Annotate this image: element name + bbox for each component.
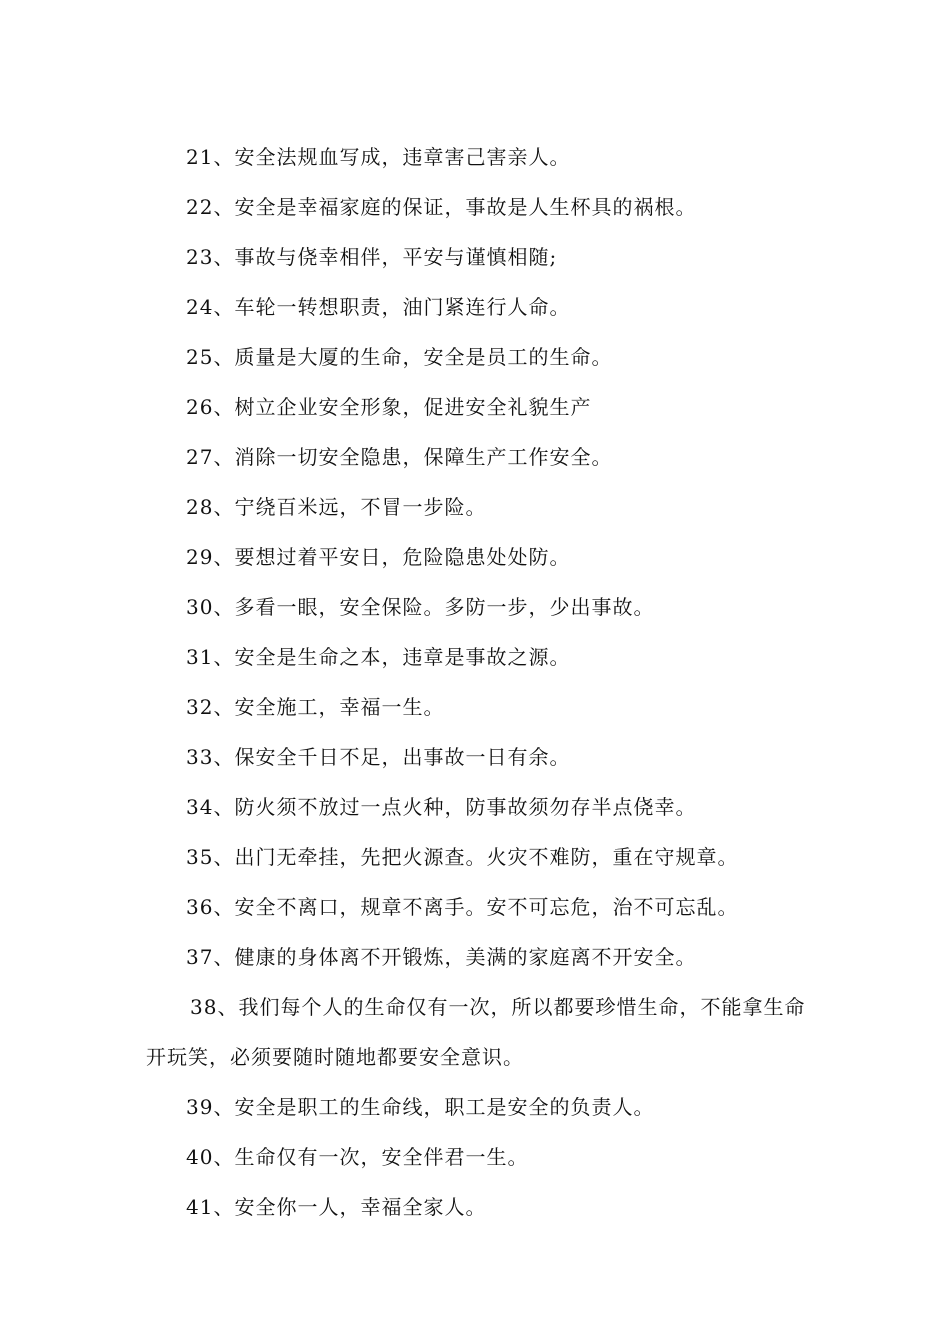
list-item: 27、消除一切安全隐患，保障生产工作安全。: [186, 445, 613, 469]
list-item: 26、树立企业安全形象，促进安全礼貌生产: [186, 395, 592, 419]
list-item: 33、保安全千日不足，出事故一日有余。: [186, 745, 571, 769]
list-item: 35、出门无牵挂，先把火源查。火灾不难防，重在守规章。: [186, 845, 739, 869]
list-item: 23、事故与侥幸相伴，平安与谨慎相随;: [186, 245, 558, 269]
list-item: 22、安全是幸福家庭的保证，事故是人生杯具的祸根。: [186, 195, 697, 219]
list-item: 38、我们每个人的生命仅有一次，所以都要珍惜生命，不能拿生命开玩笑，必须要随时随地都要安全意识。: [146, 995, 806, 1069]
list-item: 34、防火须不放过一点火种，防事故须勿存半点侥幸。: [186, 795, 697, 819]
list-item: 30、多看一眼，安全保险。多防一步，少出事故。: [186, 595, 655, 619]
list-item: 32、安全施工，幸福一生。: [186, 695, 445, 719]
list-item: 39、安全是职工的生命线，职工是安全的负责人。: [186, 1095, 655, 1119]
list-item: 25、质量是大厦的生命，安全是员工的生命。: [186, 345, 613, 369]
list-item: 41、安全你一人，幸福全家人。: [186, 1195, 487, 1219]
list-item: 40、生命仅有一次，安全伴君一生。: [186, 1145, 529, 1169]
list-item: 21、安全法规血写成，违章害己害亲人。: [186, 145, 571, 169]
slogan-list: [146, 132, 826, 1232]
list-item: 37、健康的身体离不开锻炼，美满的家庭离不开安全。: [186, 945, 697, 969]
list-item: 28、宁绕百米远，不冒一步险。: [186, 495, 487, 519]
list-item: 31、安全是生命之本，违章是事故之源。: [186, 645, 571, 669]
list-item: 29、要想过着平安日，危险隐患处处防。: [186, 545, 571, 569]
list-item: 24、车轮一转想职责，油门紧连行人命。: [186, 295, 571, 319]
list-item: 36、安全不离口，规章不离手。安不可忘危，治不可忘乱。: [186, 895, 739, 919]
